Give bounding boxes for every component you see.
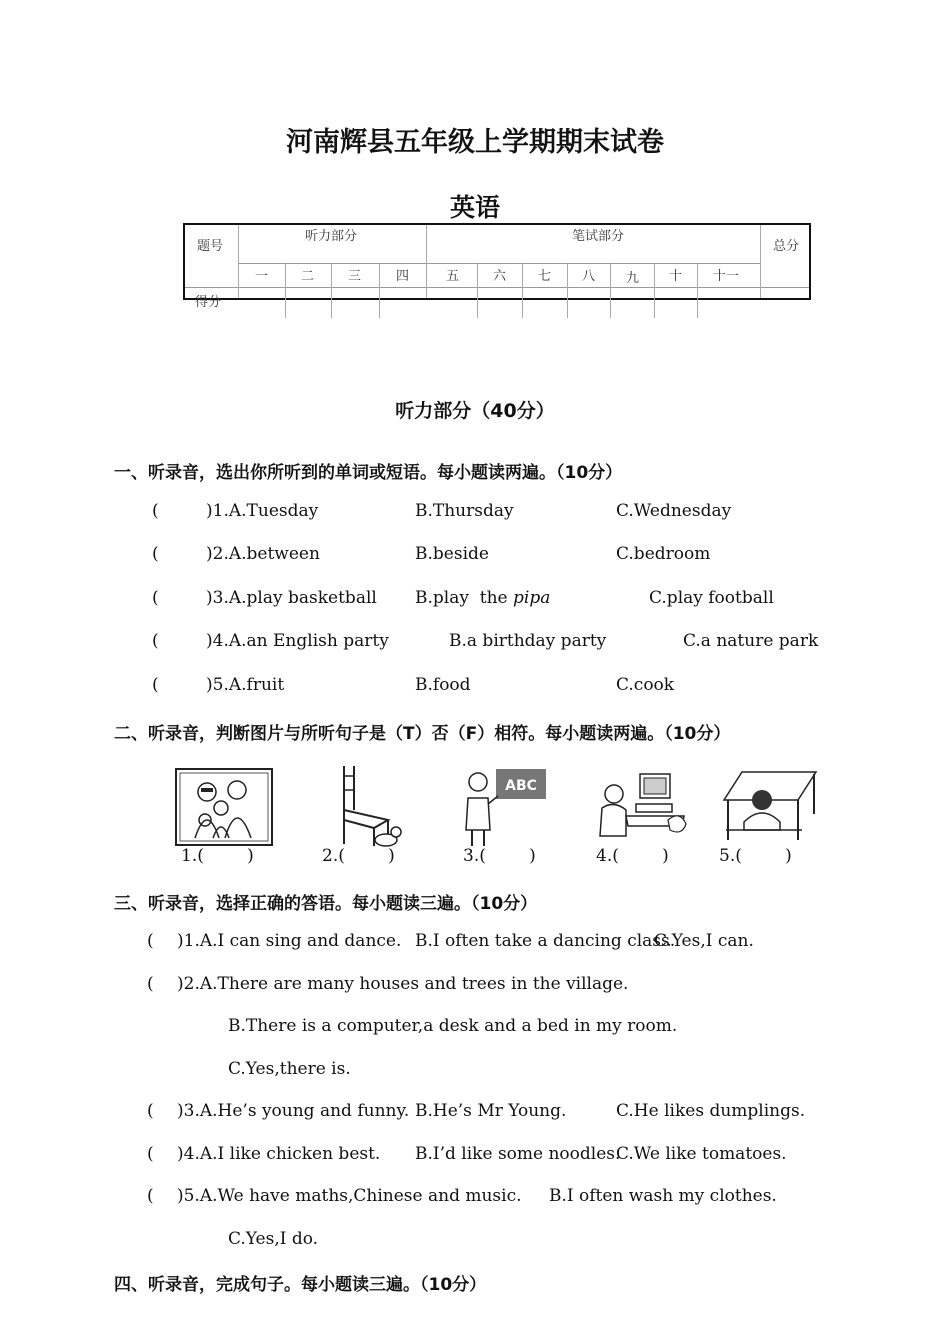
row-label-score: 得分 bbox=[195, 295, 222, 310]
option-b: B.beside bbox=[415, 544, 489, 564]
answer-blank[interactable]: ( bbox=[152, 544, 159, 564]
option-c: C.Yes,I can. bbox=[654, 931, 754, 951]
computer-user-image bbox=[596, 770, 688, 844]
part1-heading: 一、听录音，选出你所听到的单词或短语。每小题读两遍。（10分） bbox=[114, 463, 623, 483]
chair-cat-image bbox=[330, 762, 406, 848]
col-8: 八 bbox=[582, 269, 596, 284]
answer-blank[interactable]: ( bbox=[152, 588, 159, 608]
pic4-answer[interactable]: 4.( ) bbox=[596, 846, 669, 866]
pic2-answer[interactable]: 2.( ) bbox=[322, 846, 395, 866]
row-label-number: 题号 bbox=[197, 239, 224, 254]
answer-blank[interactable]: ( bbox=[152, 501, 159, 521]
pic1-answer[interactable]: 1.( ) bbox=[181, 846, 254, 866]
option-a: )3.A.play basketball bbox=[206, 588, 377, 608]
option-c: C.Yes,I do. bbox=[228, 1229, 319, 1249]
option-b: B.Thursday bbox=[415, 501, 514, 521]
answer-blank[interactable]: ( bbox=[147, 1101, 154, 1121]
part2-heading: 二、听录音，判断图片与所听句子是（T）否（F）相符。每小题读两遍。（10分） bbox=[114, 724, 731, 744]
option-a: )2.A.between bbox=[206, 544, 320, 564]
col-6: 六 bbox=[493, 269, 507, 284]
option-a: )4.A.I like chicken best. bbox=[177, 1144, 381, 1164]
option-a: )1.A.I can sing and dance. bbox=[177, 931, 402, 951]
answer-blank[interactable]: ( bbox=[152, 675, 159, 695]
option-b: B.There is a computer,a desk and a bed in my room. bbox=[228, 1016, 678, 1036]
option-a: )1.A.Tuesday bbox=[206, 501, 319, 521]
listening-heading: 听力部分（40分） bbox=[395, 400, 555, 422]
answer-blank[interactable]: ( bbox=[147, 931, 154, 951]
teacher-board-image bbox=[462, 768, 548, 848]
option-a: )4.A.an English party bbox=[206, 631, 389, 651]
answer-blank[interactable]: ( bbox=[147, 974, 154, 994]
option-c: C.bedroom bbox=[616, 544, 711, 564]
col-11: 十一 bbox=[713, 269, 740, 284]
option-b: B.a birthday party bbox=[449, 631, 607, 651]
pic3-answer[interactable]: 3.( ) bbox=[463, 846, 536, 866]
option-c: C.We like tomatoes. bbox=[616, 1144, 787, 1164]
option-b: B.play the pipa bbox=[415, 588, 551, 608]
col-7: 七 bbox=[538, 269, 552, 284]
pic5-answer[interactable]: 5.( ) bbox=[719, 846, 792, 866]
part4-heading: 四、听录音，完成句子。每小题读三遍。（10分） bbox=[114, 1275, 487, 1295]
col-2: 二 bbox=[301, 269, 315, 284]
option-c: C.a nature park bbox=[683, 631, 819, 651]
student-desk-image bbox=[722, 770, 818, 844]
answer-blank[interactable]: ( bbox=[147, 1144, 154, 1164]
col-3: 三 bbox=[348, 269, 362, 284]
option-b: B.I often wash my clothes. bbox=[549, 1186, 777, 1206]
option-c: C.Yes,there is. bbox=[228, 1059, 351, 1079]
col-5: 五 bbox=[446, 269, 460, 284]
option-b: B.I’d like some noodles. bbox=[415, 1144, 621, 1164]
family-portrait-image bbox=[175, 768, 273, 846]
col-4: 四 bbox=[396, 269, 410, 284]
option-c: C.play football bbox=[649, 588, 774, 608]
part3-heading: 三、听录音，选择正确的答语。每小题读三遍。（10分） bbox=[114, 894, 538, 914]
option-b: B.I often take a dancing class. bbox=[415, 931, 676, 951]
option-c: C.cook bbox=[616, 675, 675, 695]
option-c: C.He likes dumplings. bbox=[616, 1101, 806, 1121]
option-a: )2.A.There are many houses and trees in the village. bbox=[177, 974, 629, 994]
exam-title: 河南辉县五年级上学期期末试卷 bbox=[286, 127, 664, 158]
score-table bbox=[183, 223, 811, 310]
answer-blank[interactable]: ( bbox=[147, 1186, 154, 1206]
total-label: 总分 bbox=[773, 239, 800, 254]
answer-blank[interactable]: ( bbox=[152, 631, 159, 651]
option-c: C.Wednesday bbox=[616, 501, 732, 521]
option-a: )5.A.fruit bbox=[206, 675, 285, 695]
col-10: 十 bbox=[669, 269, 683, 284]
option-a: )3.A.He’s young and funny. bbox=[177, 1101, 410, 1121]
group-writing: 笔试部分 bbox=[572, 229, 625, 244]
group-listening: 听力部分 bbox=[305, 229, 358, 244]
option-b: B.food bbox=[415, 675, 471, 695]
col-9: 九 bbox=[626, 271, 640, 286]
option-b: B.He’s Mr Young. bbox=[415, 1101, 567, 1121]
option-a: )5.A.We have maths,Chinese and music. bbox=[177, 1186, 522, 1206]
subject-title: 英语 bbox=[449, 193, 500, 222]
col-1: 一 bbox=[255, 269, 269, 284]
abc-board-text: ABC bbox=[505, 778, 537, 794]
